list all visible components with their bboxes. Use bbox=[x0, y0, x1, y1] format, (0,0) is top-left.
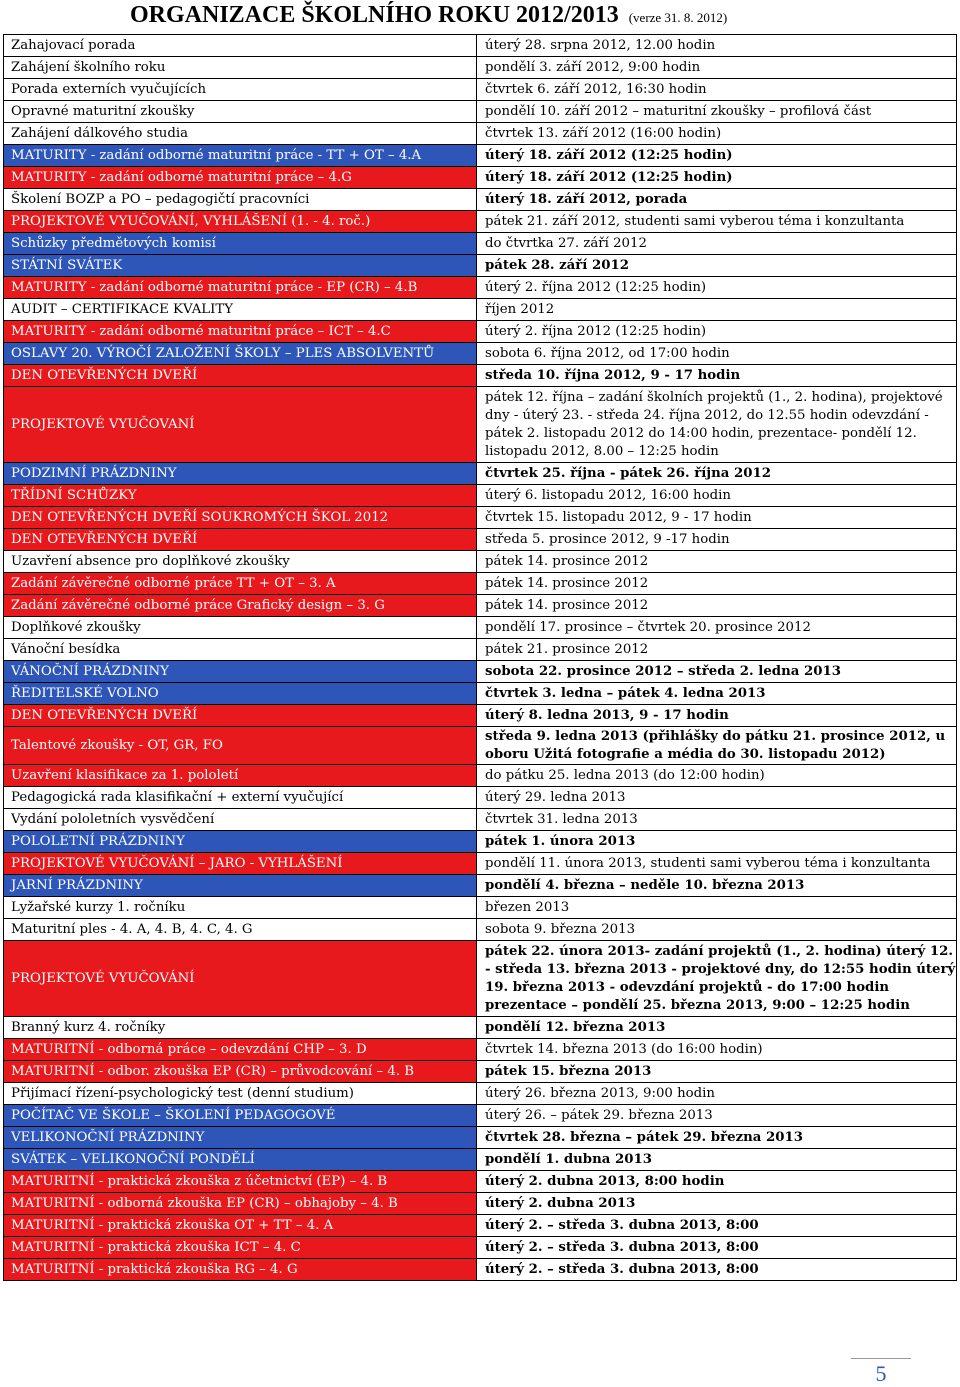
schedule-row bbox=[4, 507, 957, 529]
schedule-row bbox=[4, 875, 957, 897]
date-cell: středa 5. prosince 2012, 9 -17 hodin bbox=[477, 529, 957, 551]
schedule-row bbox=[4, 1149, 957, 1171]
date-cell: pátek 14. prosince 2012 bbox=[477, 595, 957, 617]
event-cell: Školení BOZP a PO – pedagogičtí pracovníci bbox=[4, 189, 477, 211]
date-cell: pondělí 17. prosince – čtvrtek 20. prosince 2012 bbox=[477, 617, 957, 639]
date-cell: do pátku 25. ledna 2013 (do 12:00 hodin) bbox=[477, 765, 957, 787]
event-cell: Maturitní ples - 4. A, 4. B, 4. C, 4. G bbox=[4, 919, 477, 941]
schedule-row bbox=[4, 189, 957, 211]
date-cell: pátek 22. února 2013- zadání projektů (1., 2. hodina) úterý 12. - středa 13. března 2013 - projektové dny, do 12:55 hodin úterý 19. března 2013 - odevzdání projektů - do 17:00 hodin prezentace – pondělí 25. března 2013, 9:00 – 12:25 hodin bbox=[477, 941, 957, 1017]
event-cell: PROJEKTOVÉ VYUČOVÁNÍ, VYHLÁŠENÍ (1. - 4. roč.) bbox=[4, 211, 477, 233]
schedule-row bbox=[4, 211, 957, 233]
date-cell: úterý 28. srpna 2012, 12.00 hodin bbox=[477, 35, 957, 57]
event-cell: MATURITY - zadání odborné maturitní práce – 4.G bbox=[4, 167, 477, 189]
schedule-row bbox=[4, 387, 957, 463]
date-cell: pátek 28. září 2012 bbox=[477, 255, 957, 277]
schedule-row bbox=[4, 299, 957, 321]
schedule-row bbox=[4, 595, 957, 617]
schedule-row bbox=[4, 787, 957, 809]
event-cell: Zadání závěrečné odborné práce Grafický design – 3. G bbox=[4, 595, 477, 617]
event-cell: MATURITNÍ - praktická zkouška OT + TT – 4. A bbox=[4, 1215, 477, 1237]
schedule-row bbox=[4, 551, 957, 573]
event-cell: MATURITY - zadání odborné maturitní práce – ICT – 4.C bbox=[4, 321, 477, 343]
page-number: 5 bbox=[851, 1358, 911, 1387]
date-cell: čtvrtek 31. ledna 2013 bbox=[477, 809, 957, 831]
date-cell: úterý 26. – pátek 29. března 2013 bbox=[477, 1105, 957, 1127]
date-cell: úterý 2. října 2012 (12:25 hodin) bbox=[477, 321, 957, 343]
schedule-row bbox=[4, 123, 957, 145]
date-cell: pondělí 12. března 2013 bbox=[477, 1017, 957, 1039]
schedule-row bbox=[4, 529, 957, 551]
title-main: ORGANIZACE ŠKOLNÍHO ROKU 2012/2013 bbox=[130, 2, 619, 28]
event-cell: VÁNOČNÍ PRÁZDNINY bbox=[4, 661, 477, 683]
date-cell: středa 9. ledna 2013 (přihlášky do pátku 21. prosince 2012, u oboru Užitá fotografie a média do 30. listopadu 2012) bbox=[477, 727, 957, 765]
schedule-table bbox=[3, 34, 957, 1281]
event-cell: JARNÍ PRÁZDNINY bbox=[4, 875, 477, 897]
date-cell: pondělí 3. září 2012, 9:00 hodin bbox=[477, 57, 957, 79]
event-cell: PROJEKTOVÉ VYUČOVÁNÍ bbox=[4, 941, 477, 1017]
event-cell: Zahájení školního roku bbox=[4, 57, 477, 79]
event-cell: Zadání závěrečné odborné práce TT + OT – 3. A bbox=[4, 573, 477, 595]
date-cell: pátek 1. února 2013 bbox=[477, 831, 957, 853]
date-cell: úterý 2. – středa 3. dubna 2013, 8:00 bbox=[477, 1215, 957, 1237]
date-cell: pátek 15. března 2013 bbox=[477, 1061, 957, 1083]
schedule-row bbox=[4, 463, 957, 485]
schedule-row bbox=[4, 1215, 957, 1237]
date-cell: sobota 22. prosince 2012 – středa 2. ledna 2013 bbox=[477, 661, 957, 683]
schedule-row bbox=[4, 1127, 957, 1149]
schedule-row bbox=[4, 101, 957, 123]
schedule-row bbox=[4, 277, 957, 299]
event-cell: AUDIT – CERTIFIKACE KVALITY bbox=[4, 299, 477, 321]
event-cell: Zahajovací porada bbox=[4, 35, 477, 57]
date-cell: úterý 2. – středa 3. dubna 2013, 8:00 bbox=[477, 1259, 957, 1281]
event-cell: MATURITY - zadání odborné maturitní práce - TT + OT – 4.A bbox=[4, 145, 477, 167]
date-cell: úterý 2. října 2012 (12:25 hodin) bbox=[477, 277, 957, 299]
event-cell: Uzavření klasifikace za 1. pololetí bbox=[4, 765, 477, 787]
schedule-row bbox=[4, 1039, 957, 1061]
schedule-row bbox=[4, 365, 957, 387]
date-cell: pondělí 11. února 2013, studenti sami vyberou téma i konzultanta bbox=[477, 853, 957, 875]
event-cell: MATURITNÍ - praktická zkouška ICT – 4. C bbox=[4, 1237, 477, 1259]
event-cell: Uzavření absence pro doplňkové zkoušky bbox=[4, 551, 477, 573]
schedule-row bbox=[4, 79, 957, 101]
date-cell: úterý 2. – středa 3. dubna 2013, 8:00 bbox=[477, 1237, 957, 1259]
event-cell: MATURITNÍ - odborná zkouška EP (CR) – obhajoby – 4. B bbox=[4, 1193, 477, 1215]
event-cell: Porada externích vyučujících bbox=[4, 79, 477, 101]
event-cell: MATURITNÍ - praktická zkouška z účetnictví (EP) – 4. B bbox=[4, 1171, 477, 1193]
date-cell: sobota 6. října 2012, od 17:00 hodin bbox=[477, 343, 957, 365]
schedule-row bbox=[4, 897, 957, 919]
schedule-row bbox=[4, 35, 957, 57]
event-cell: DEN OTEVŘENÝCH DVEŘÍ SOUKROMÝCH ŠKOL 2012 bbox=[4, 507, 477, 529]
event-cell: Přijímací řízení-psychologický test (denní studium) bbox=[4, 1083, 477, 1105]
date-cell: čtvrtek 28. března – pátek 29. března 2013 bbox=[477, 1127, 957, 1149]
schedule-row bbox=[4, 573, 957, 595]
date-cell: pátek 21. prosince 2012 bbox=[477, 639, 957, 661]
schedule-row bbox=[4, 617, 957, 639]
date-cell: úterý 2. dubna 2013 bbox=[477, 1193, 957, 1215]
event-cell: VELIKONOČNÍ PRÁZDNINY bbox=[4, 1127, 477, 1149]
date-cell: čtvrtek 15. listopadu 2012, 9 - 17 hodin bbox=[477, 507, 957, 529]
schedule-row bbox=[4, 661, 957, 683]
date-cell: čtvrtek 6. září 2012, 16:30 hodin bbox=[477, 79, 957, 101]
schedule-row bbox=[4, 727, 957, 765]
date-cell: úterý 18. září 2012 (12:25 hodin) bbox=[477, 145, 957, 167]
event-cell: Vánoční besídka bbox=[4, 639, 477, 661]
schedule-row bbox=[4, 321, 957, 343]
date-cell: pondělí 1. dubna 2013 bbox=[477, 1149, 957, 1171]
event-cell: Schůzky předmětových komisí bbox=[4, 233, 477, 255]
schedule-row bbox=[4, 831, 957, 853]
schedule-row bbox=[4, 57, 957, 79]
date-cell: pátek 12. října – zadání školních projektů (1., 2. hodina), projektové dny - úterý 23. - středa 24. října 2012, do 12.55 hodin odevzdání - pátek 2. listopadu 2012 do 14:00 hodin, prezentace- pondělí 12. listopadu 2012, 8.00 – 12:25 hodin bbox=[477, 387, 957, 463]
schedule-body bbox=[4, 35, 957, 1281]
schedule-row bbox=[4, 705, 957, 727]
date-cell: úterý 2. dubna 2013, 8:00 hodin bbox=[477, 1171, 957, 1193]
event-cell: PODZIMNÍ PRÁZDNINY bbox=[4, 463, 477, 485]
date-cell: středa 10. října 2012, 9 - 17 hodin bbox=[477, 365, 957, 387]
schedule-row bbox=[4, 1017, 957, 1039]
date-cell: úterý 18. září 2012 (12:25 hodin) bbox=[477, 167, 957, 189]
date-cell: sobota 9. března 2013 bbox=[477, 919, 957, 941]
date-cell: úterý 18. září 2012, porada bbox=[477, 189, 957, 211]
event-cell: POLOLETNÍ PRÁZDNINY bbox=[4, 831, 477, 853]
schedule-row bbox=[4, 255, 957, 277]
event-cell: Lyžařské kurzy 1. ročníku bbox=[4, 897, 477, 919]
date-cell: úterý 29. ledna 2013 bbox=[477, 787, 957, 809]
document-title bbox=[130, 2, 727, 29]
schedule-row bbox=[4, 1171, 957, 1193]
event-cell: DEN OTEVŘENÝCH DVEŘÍ bbox=[4, 705, 477, 727]
date-cell: říjen 2012 bbox=[477, 299, 957, 321]
schedule-row bbox=[4, 167, 957, 189]
event-cell: DEN OTEVŘENÝCH DVEŘÍ bbox=[4, 365, 477, 387]
event-cell: ŘEDITELSKÉ VOLNO bbox=[4, 683, 477, 705]
schedule-row bbox=[4, 485, 957, 507]
schedule-row bbox=[4, 941, 957, 1017]
event-cell: Pedagogická rada klasifikační + externí vyučující bbox=[4, 787, 477, 809]
event-cell: DEN OTEVŘENÝCH DVEŘÍ bbox=[4, 529, 477, 551]
event-cell: MATURITY - zadání odborné maturitní práce - EP (CR) – 4.B bbox=[4, 277, 477, 299]
schedule-row bbox=[4, 1237, 957, 1259]
schedule-row bbox=[4, 809, 957, 831]
date-cell: úterý 26. března 2013, 9:00 hodin bbox=[477, 1083, 957, 1105]
schedule-row bbox=[4, 639, 957, 661]
event-cell: MATURITNÍ - odborná práce – odevzdání CHP – 3. D bbox=[4, 1039, 477, 1061]
date-cell: úterý 6. listopadu 2012, 16:00 hodin bbox=[477, 485, 957, 507]
date-cell: čtvrtek 3. ledna – pátek 4. ledna 2013 bbox=[477, 683, 957, 705]
schedule-row bbox=[4, 343, 957, 365]
date-cell: pátek 21. září 2012, studenti sami vyberou téma i konzultanta bbox=[477, 211, 957, 233]
date-cell: březen 2013 bbox=[477, 897, 957, 919]
schedule-row bbox=[4, 1083, 957, 1105]
schedule-row bbox=[4, 1105, 957, 1127]
event-cell: SVÁTEK – VELIKONOČNÍ PONDĚLÍ bbox=[4, 1149, 477, 1171]
event-cell: POČÍTAČ VE ŠKOLE – ŠKOLENÍ PEDAGOGOVÉ bbox=[4, 1105, 477, 1127]
schedule-row bbox=[4, 1259, 957, 1281]
event-cell: MATURITNÍ - odbor. zkouška EP (CR) – průvodcování – 4. B bbox=[4, 1061, 477, 1083]
schedule-row bbox=[4, 683, 957, 705]
date-cell: pátek 14. prosince 2012 bbox=[477, 551, 957, 573]
schedule-row bbox=[4, 233, 957, 255]
event-cell: Opravné maturitní zkoušky bbox=[4, 101, 477, 123]
date-cell: čtvrtek 25. října - pátek 26. října 2012 bbox=[477, 463, 957, 485]
date-cell: do čtvrtka 27. září 2012 bbox=[477, 233, 957, 255]
event-cell: MATURITNÍ - praktická zkouška RG – 4. G bbox=[4, 1259, 477, 1281]
date-cell: úterý 8. ledna 2013, 9 - 17 hodin bbox=[477, 705, 957, 727]
schedule-row bbox=[4, 765, 957, 787]
event-cell: PROJEKTOVÉ VYUČOVÁNÍ – JARO - VYHLÁŠENÍ bbox=[4, 853, 477, 875]
event-cell: STÁTNÍ SVÁTEK bbox=[4, 255, 477, 277]
schedule-row bbox=[4, 1193, 957, 1215]
schedule-row bbox=[4, 853, 957, 875]
event-cell: Doplňkové zkoušky bbox=[4, 617, 477, 639]
date-cell: pondělí 4. března – neděle 10. března 2013 bbox=[477, 875, 957, 897]
event-cell: Vydání pololetních vysvědčení bbox=[4, 809, 477, 831]
schedule-row bbox=[4, 919, 957, 941]
schedule-row bbox=[4, 145, 957, 167]
schedule-row bbox=[4, 1061, 957, 1083]
date-cell: čtvrtek 13. září 2012 (16:00 hodin) bbox=[477, 123, 957, 145]
event-cell: Zahájení dálkového studia bbox=[4, 123, 477, 145]
date-cell: pátek 14. prosince 2012 bbox=[477, 573, 957, 595]
event-cell: Talentové zkoušky - OT, GR, FO bbox=[4, 727, 477, 765]
date-cell: pondělí 10. září 2012 – maturitní zkoušky – profilová část bbox=[477, 101, 957, 123]
title-version: (verze 31. 8. 2012) bbox=[628, 10, 728, 25]
event-cell: TŘÍDNÍ SCHŮZKY bbox=[4, 485, 477, 507]
event-cell: PROJEKTOVÉ VYUČOVANÍ bbox=[4, 387, 477, 463]
date-cell: čtvrtek 14. března 2013 (do 16:00 hodin) bbox=[477, 1039, 957, 1061]
event-cell: Branný kurz 4. ročníky bbox=[4, 1017, 477, 1039]
event-cell: OSLAVY 20. VÝROČÍ ZALOŽENÍ ŠKOLY – PLES ABSOLVENTŮ bbox=[4, 343, 477, 365]
